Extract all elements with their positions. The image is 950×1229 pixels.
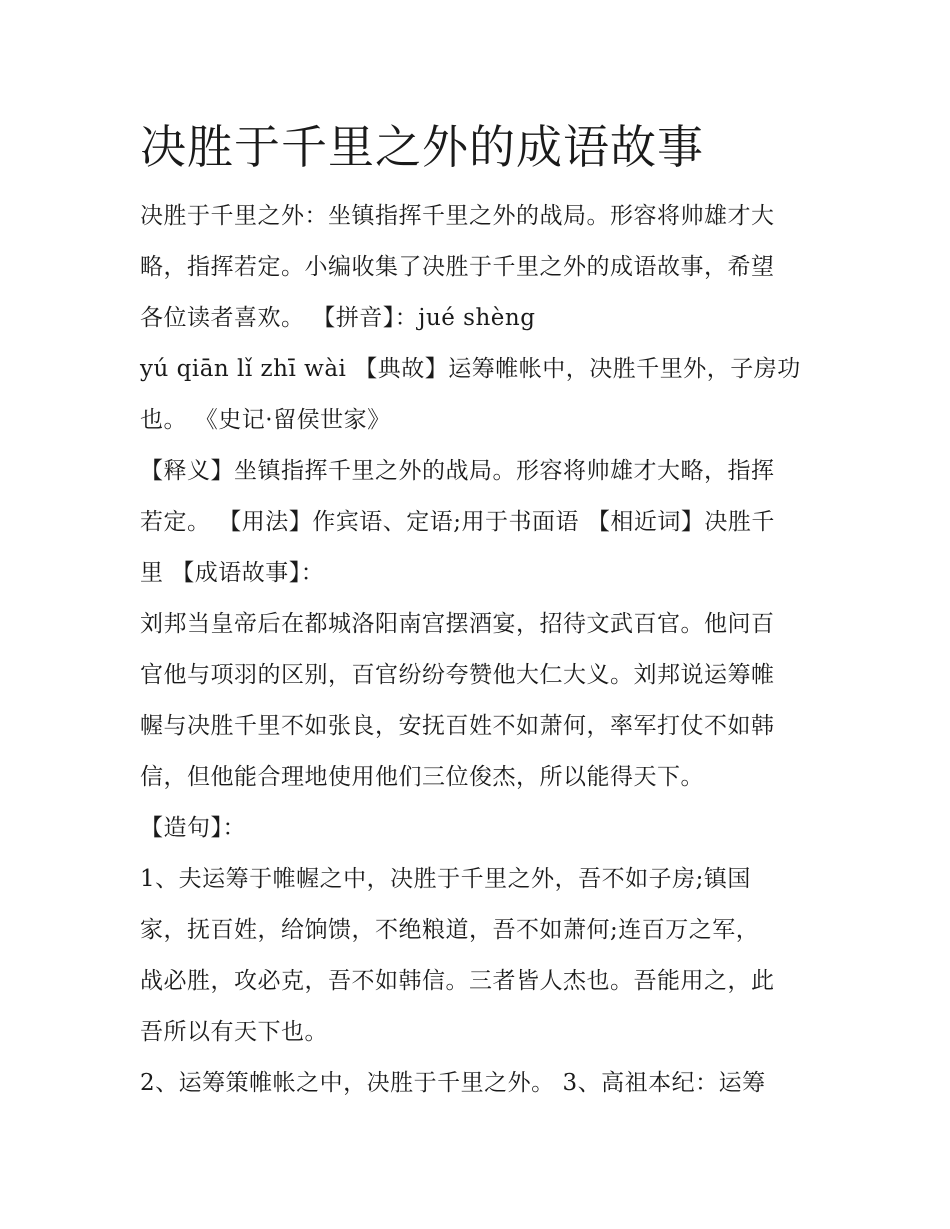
body-line: 各位读者喜欢。 【拼音】：jué shèng <box>140 305 536 331</box>
body-line: 1、夫运筹于帷幄之中，决胜于千里之外，吾不如子房;镇国 <box>140 866 751 892</box>
body-line: 吾所以有天下也。 <box>140 1019 328 1045</box>
body-line: 【释义】坐镇指挥千里之外的战局。形容将帅雄才大略，指挥 <box>140 458 775 484</box>
body-line: 若定。 【用法】作宾语、定语;用于书面语 【相近词】决胜千 <box>140 509 775 535</box>
body-line: 决胜于千里之外：坐镇指挥千里之外的战局。形容将帅雄才大 <box>140 203 775 229</box>
body-line: 官他与项羽的区别，百官纷纷夸赞他大仁大义。刘邦说运筹帷 <box>140 662 775 688</box>
body-line: 2、运筹策帷帐之中，决胜于千里之外。 3、高祖本纪：运筹 <box>140 1070 766 1096</box>
body-line: 战必胜，攻必克，吾不如韩信。三者皆人杰也。吾能用之，此 <box>140 968 775 994</box>
body-line: 里 【成语故事】： <box>140 560 325 586</box>
body-line: yú qiān lǐ zhī wài 【典故】运筹帷帐中，决胜千里外，子房功 <box>140 356 801 382</box>
body-line: 幄与决胜千里不如张良，安抚百姓不如萧何，率军打仗不如韩 <box>140 713 775 739</box>
body-line: 略，指挥若定。小编收集了决胜于千里之外的成语故事，希望 <box>140 254 775 280</box>
body-line: 信，但他能合理地使用他们三位俊杰，所以能得天下。 <box>140 764 704 790</box>
body-line: 【造句】： <box>140 815 246 841</box>
body-line: 也。 《史记·留侯世家》 <box>140 407 391 433</box>
body-line: 刘邦当皇帝后在都城洛阳南宫摆酒宴，招待文武百官。他问百 <box>140 611 775 637</box>
document-title: 决胜于千里之外的成语故事 <box>140 120 704 174</box>
body-line: 家，抚百姓，给饷馈，不绝粮道，吾不如萧何;连百万之军， <box>140 917 760 943</box>
